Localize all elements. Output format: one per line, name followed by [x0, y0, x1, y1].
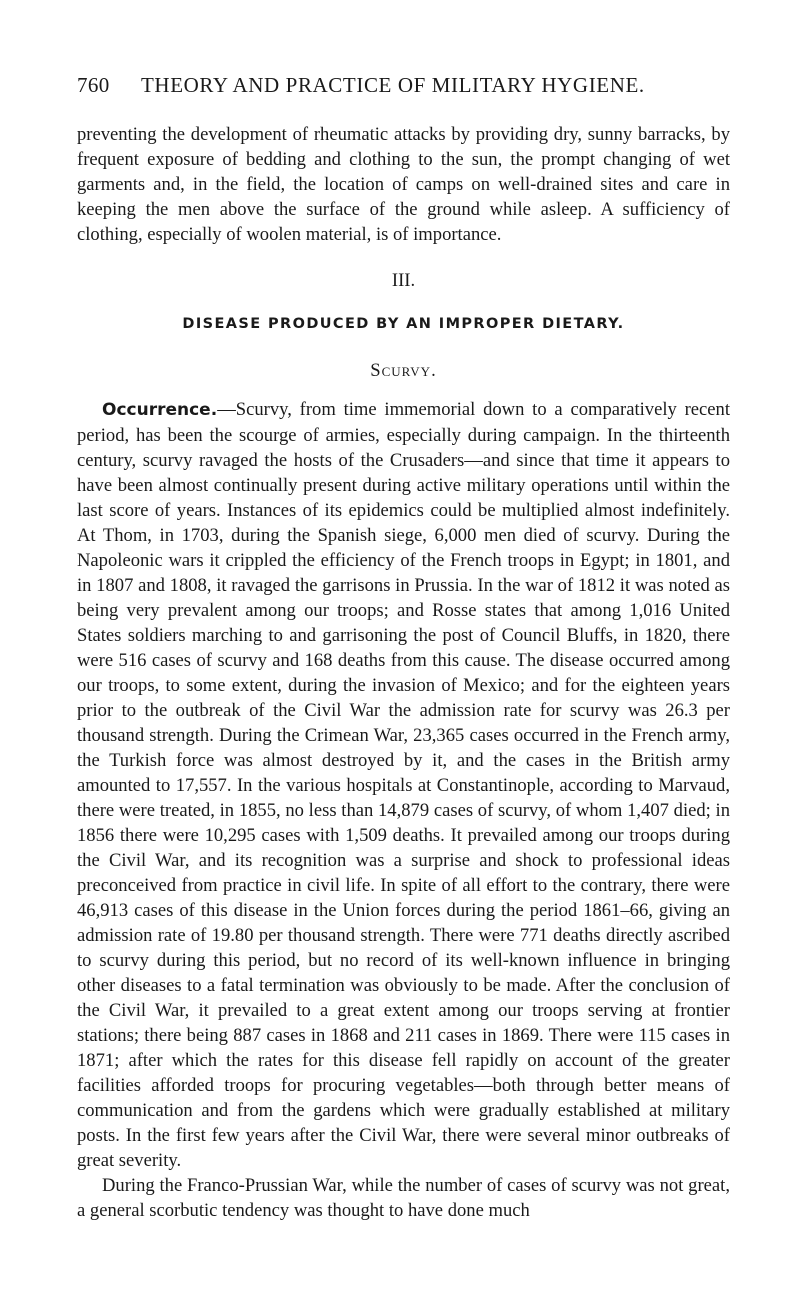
occurrence-paragraph: [77, 397, 730, 1173]
section-numeral: III.: [391, 270, 416, 291]
occurrence-head: Occurrence.: [102, 400, 218, 420]
closing-paragraph: During the Franco-Prussian War, while the number of cases of scurvy was not great, a general scorbutic tendency was thought to have done much: [77, 1175, 730, 1221]
running-title: THEORY AND PRACTICE OF MILITARY HYGIENE.: [141, 73, 645, 97]
page-number: 760: [77, 73, 110, 97]
running-head: [77, 0, 730, 98]
page-body: [77, 122, 730, 1223]
occurrence-text: —Scurvy, from time immemorial down to a comparatively recent period, has been the scourge of armies, especially during campaign. In the thirteenth century, scurvy ravaged the hosts of the Crusaders—and since that time it appears to have been almost continually present during active military operations until within the last score of years. Instances of its epidemics could be multiplied almost indefinitely. At Thom, in 1703, during the Spanish siege, 6,000 men died of scurvy. During the Napoleonic wars it crippled the efficiency of the French troops in Egypt; in 1801, and in 1807 and 1808, it ravaged the garrisons in Prussia. In the war of 1812 it was noted as being very prevalent among our troops; and Rosse states that among 1,016 United States soldiers marching to and garrisoning the post of Council Bluffs, in 1820, there were 516 cases of scurvy and 168 deaths from this cause. The disease occurred among our troops, to some extent, during the invasion of Mexico; and for the eighteen years prior to the outbreak of the Civil War the admission rate for scurvy was 26.3 per thousand strength. During the Crimean War, 23,365 cases occurred in the French army, the Turkish force was almost destroyed by it, and the cases in the British army amounted to 17,557. In the various hospitals at Constantinople, according to Marvaud, there were treated, in 1855, no less than 14,879 cases of scurvy, of whom 1,407 died; in 1856 there were 10,295 cases with 1,509 deaths. It prevailed among our troops during the Civil War, and its recognition was a surprise and shock to professional ideas preconceived from practice in civil life. In spite of all effort to the contrary, there were 46,913 cases of this disease in the Union forces during the period 1861–66, giving an admission rate of 19.80 per thousand strength. There were 771 deaths directly ascribed to scurvy during this period, but no record of its well-known influence in bringing other diseases to a fatal termination was obviously to be made. After the conclusion of the Civil War, it prevailed to a great extent among our troops serving at frontier stations; there being 887 cases in 1868 and 211 cases in 1869. There were 115 cases in 1871; after which the rates for this disease fell rapidly on account of the greater facilities afforded troops for procuring vegetables—both through better means of communication and from the gardens which were gradually established at military posts. In the first few years after the Civil War, there were several minor outbreaks of great severity.: [77, 399, 730, 1171]
section-title: DISEASE PRODUCED BY AN IMPROPER DIETARY.: [182, 316, 625, 332]
opening-paragraph: preventing the development of rheumatic attacks by providing dry, sunny barracks, by frequent exposure of bedding and clothing to the sun, the prompt changing of wet garments and, in the field, the location of camps on well-drained sites and care in keeping the men above the surface of the ground while asleep. A sufficiency of clothing, especially of woolen material, is of importance.: [77, 124, 730, 245]
subsection-title: Scurvy.: [370, 360, 437, 381]
